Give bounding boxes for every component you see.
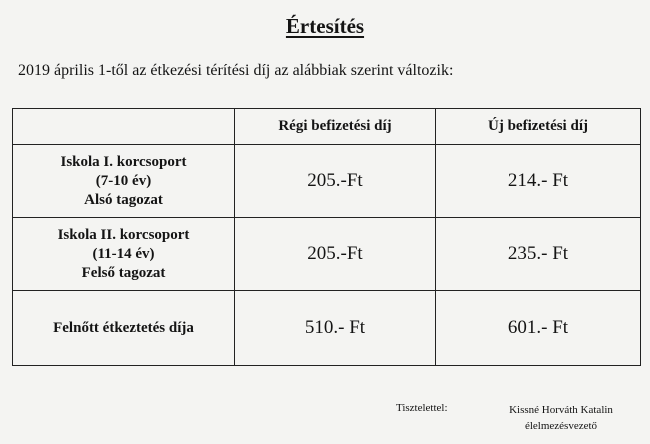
group-line: Felső tagozat — [81, 264, 166, 281]
table-header-row — [13, 109, 641, 145]
group-cell — [13, 291, 235, 366]
intro-text: 2019 április 1-től az étkezési térítési díj az alábbiak szerint változik: — [18, 62, 454, 79]
new-fee-cell: 214.- Ft — [436, 145, 641, 218]
signature-role: élelmezésvezető — [524, 420, 598, 432]
group-line: Felnőtt étkeztetés díja — [53, 319, 194, 336]
group-line: (11-14 év) — [92, 245, 155, 262]
group-cell — [13, 218, 235, 291]
old-fee-cell: 510.- Ft — [235, 291, 436, 366]
header-group — [13, 109, 235, 145]
signature-greeting: Tisztelettel: — [396, 402, 448, 414]
table-row — [13, 291, 641, 366]
new-fee-cell: 601.- Ft — [436, 291, 641, 366]
old-fee-cell: 205.-Ft — [235, 145, 436, 218]
table-row — [13, 145, 641, 218]
signature-name: Kissné Horváth Katalin — [509, 404, 613, 416]
group-line: (7-10 év) — [95, 172, 152, 189]
group-line: Iskola I. korcsoport — [60, 153, 187, 170]
old-fee-cell: 205.-Ft — [235, 218, 436, 291]
new-fee-cell: 235.- Ft — [436, 218, 641, 291]
header-new-fee: Új befizetési díj — [436, 109, 641, 145]
table-row — [13, 218, 641, 291]
header-old-fee: Régi befizetési díj — [235, 109, 436, 145]
group-cell — [13, 145, 235, 218]
page-title: Értesítés — [285, 14, 365, 38]
group-line: Alsó tagozat — [84, 191, 163, 208]
signature-block — [496, 402, 626, 434]
group-line: Iskola II. korcsoport — [57, 226, 190, 243]
fee-table — [12, 108, 641, 366]
